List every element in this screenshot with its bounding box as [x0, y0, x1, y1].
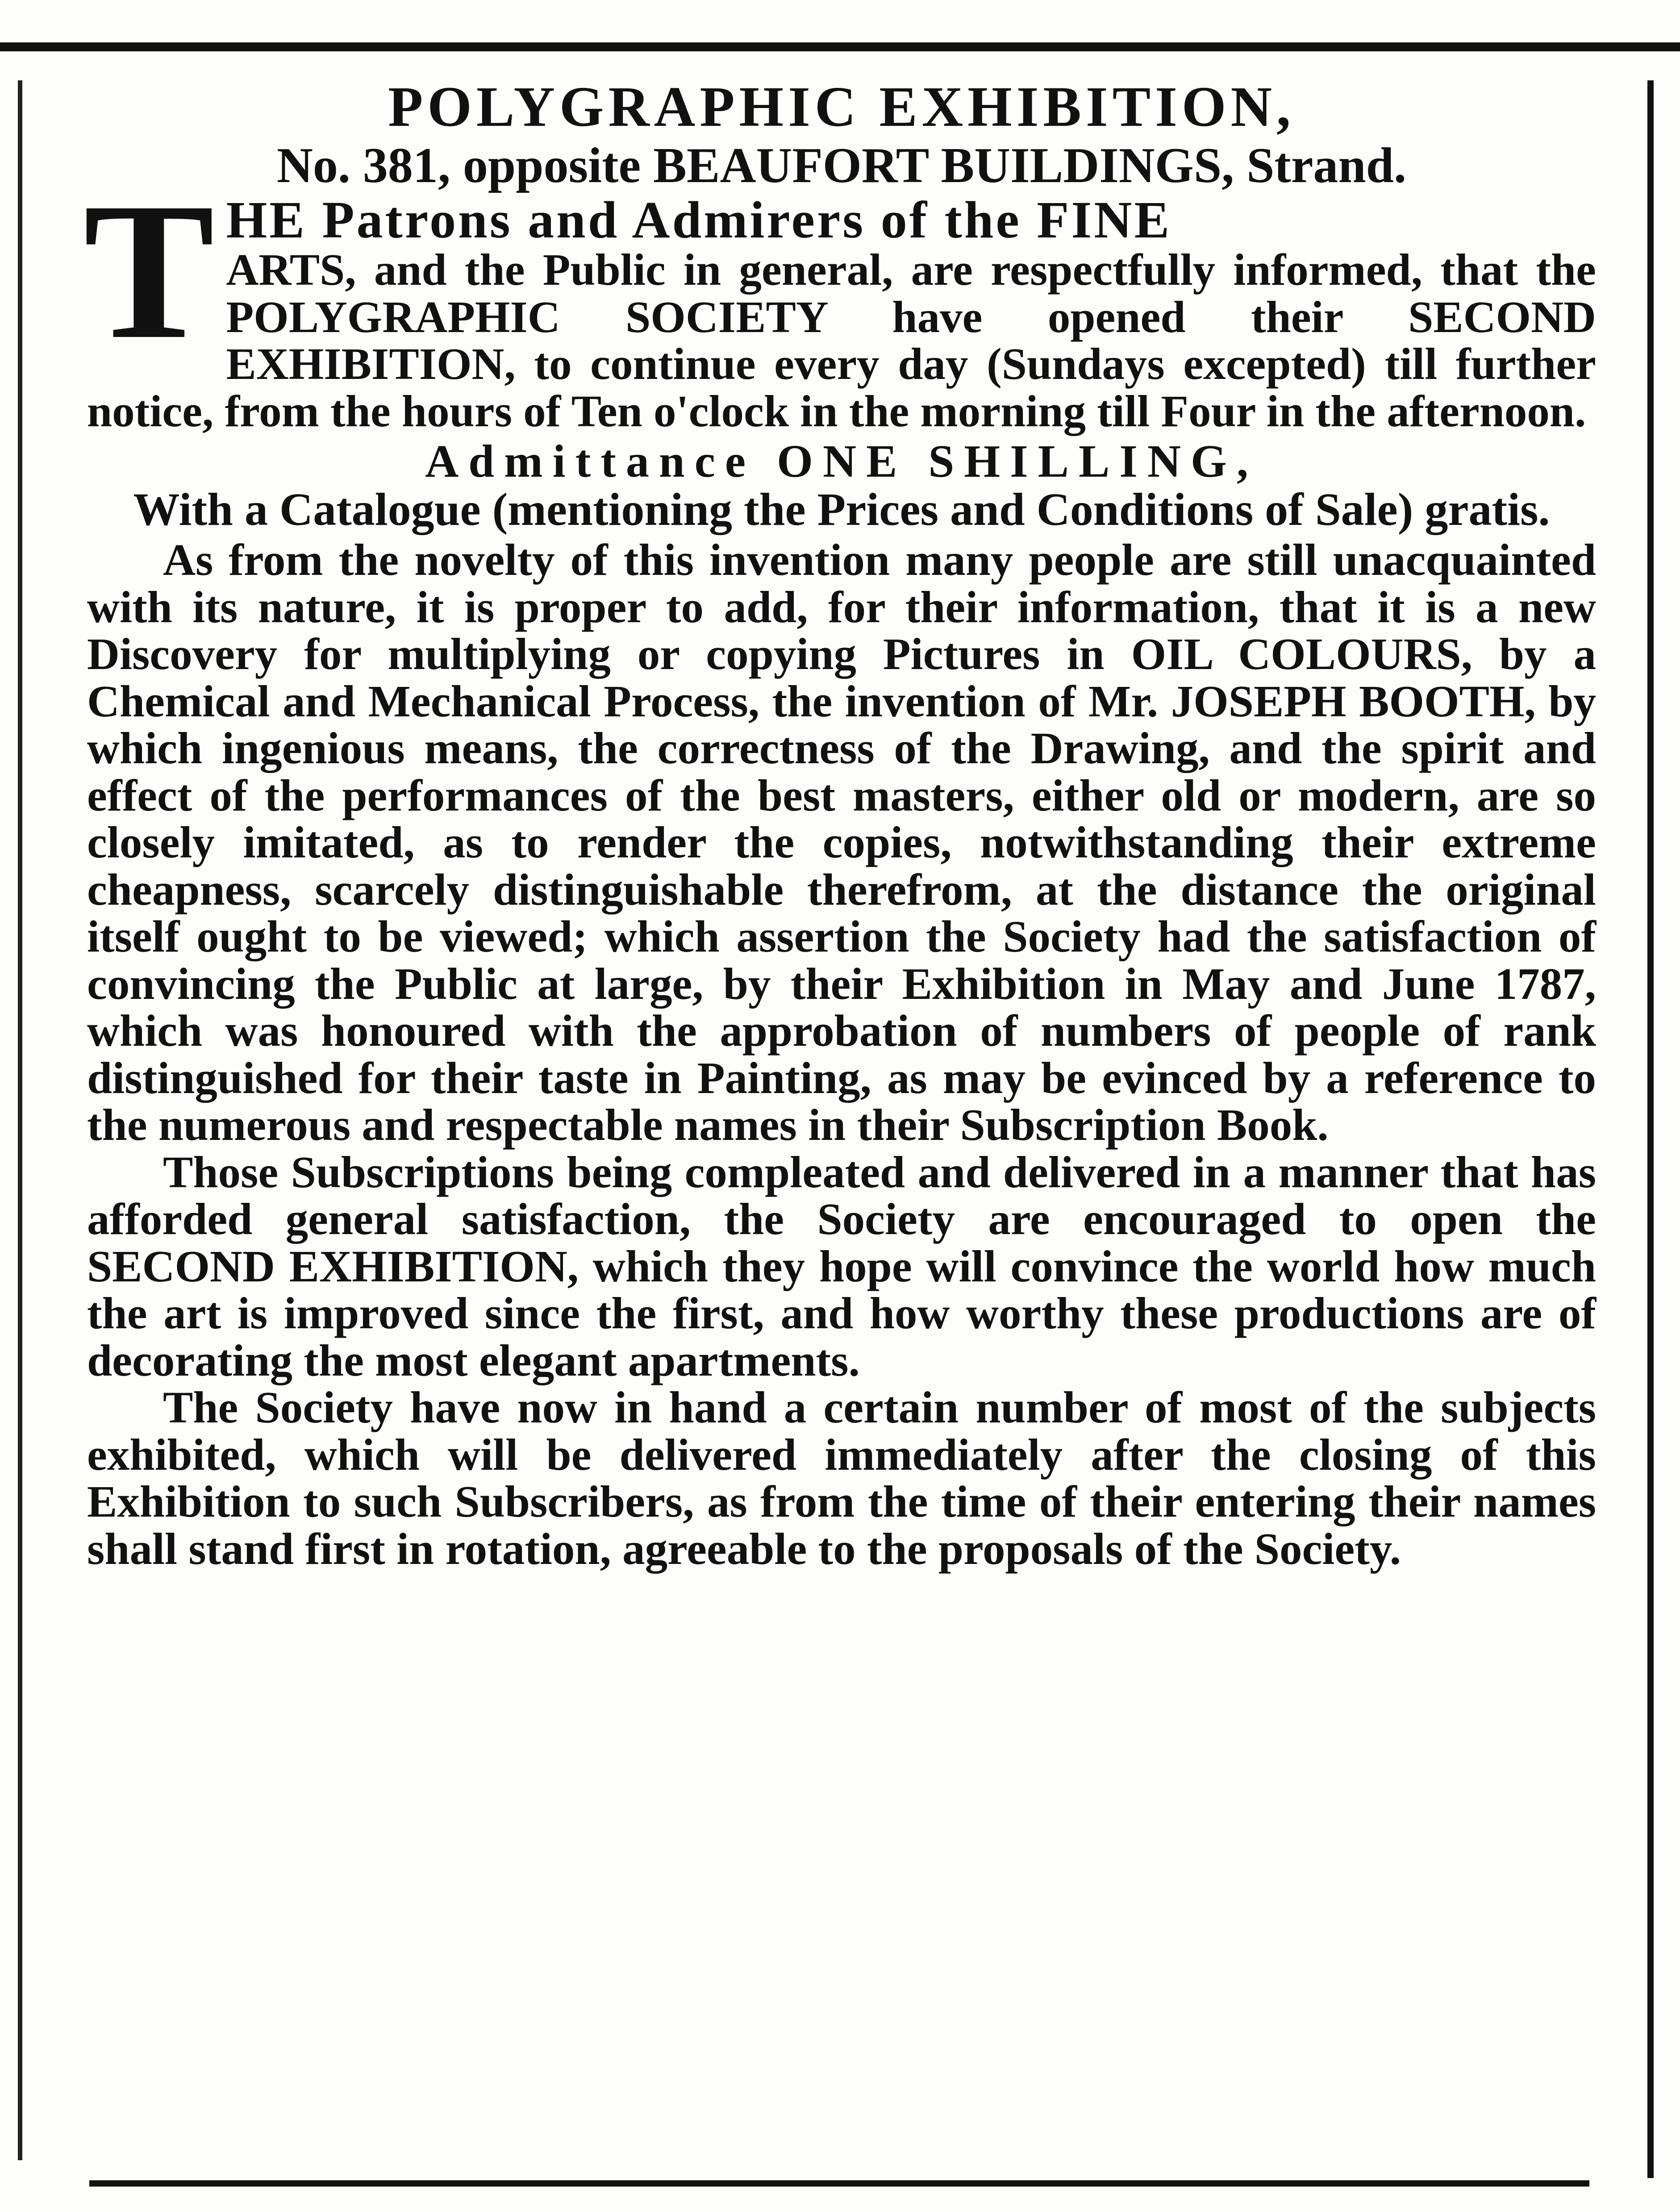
body-paragraph-2: Those Subscriptions being compleated and delivered in a manner that has afforded general satisfaction, the Society are encouraged to open the SECOND EXHIBITION, which they hope will convince the world how much the art is improved since the first, and how worthy these productions are of decorating the most elegant apartments.	[87, 1147, 1596, 1385]
drop-cap: T	[83, 162, 215, 380]
intro-first-line: HE Patrons and Admirers of the FINE	[226, 191, 1172, 249]
bottom-rule	[89, 2180, 1589, 2187]
right-rule	[1647, 80, 1654, 2178]
intro-text: ARTS, and the Public in general, are respectfully informed, that the POLYGRAPHIC SOCIETY have opened their SECOND EXHIBITION, to continue every day (Sundays excepted) till further notice, from the hours of Ten o'clock in the morning till Four in the afternoon.	[87, 245, 1596, 436]
left-rule	[18, 80, 22, 2160]
admittance-line: Admittance ONE SHILLING,	[425, 436, 1258, 487]
advertisement	[83, 75, 1596, 1574]
catalogue-line: With a Catalogue (mentioning the Prices and Conditions of Sale) gratis.	[133, 484, 1550, 535]
ad-title: POLYGRAPHIC EXHIBITION,	[388, 75, 1295, 138]
ad-address: No. 381, opposite BEAUFORT BUILDINGS, Strand.	[276, 138, 1406, 193]
body-paragraph-3: The Society have now in hand a certain number of most of the subjects exhibited, which will be delivered immediately after the closing of this Exhibition to such Subscribers, as from the time of their entering their names shall stand first in rotation, agreeable to the proposals of the Society.	[87, 1382, 1596, 1574]
top-rule	[0, 42, 1680, 51]
body-paragraph-1: As from the novelty of this invention many people are still unacquainted with its nature, it is proper to add, for their information, that it is a new Discovery for multiplying or copying Pictures in OIL COLOURS, by a Chemical and Mechanical Process, the invention of Mr. JOSEPH BOOTH, by which ingenious means, the correctness of the Drawing, and the spirit and effect of the performances of the best masters, either old or modern, are so closely imitated, as to render the copies, notwithstanding their extreme cheapness, scarcely distinguishable therefrom, at the distance the original itself ought to be viewed; which assertion the Society had the satisfaction of convincing the Public at large, by their Exhibition in May and June 1787, which was honoured with the approbation of numbers of people of rank distinguished for their taste in Painting, as may be evinced by a reference to the numerous and respectable names in their Subscription Book.	[87, 535, 1596, 1150]
